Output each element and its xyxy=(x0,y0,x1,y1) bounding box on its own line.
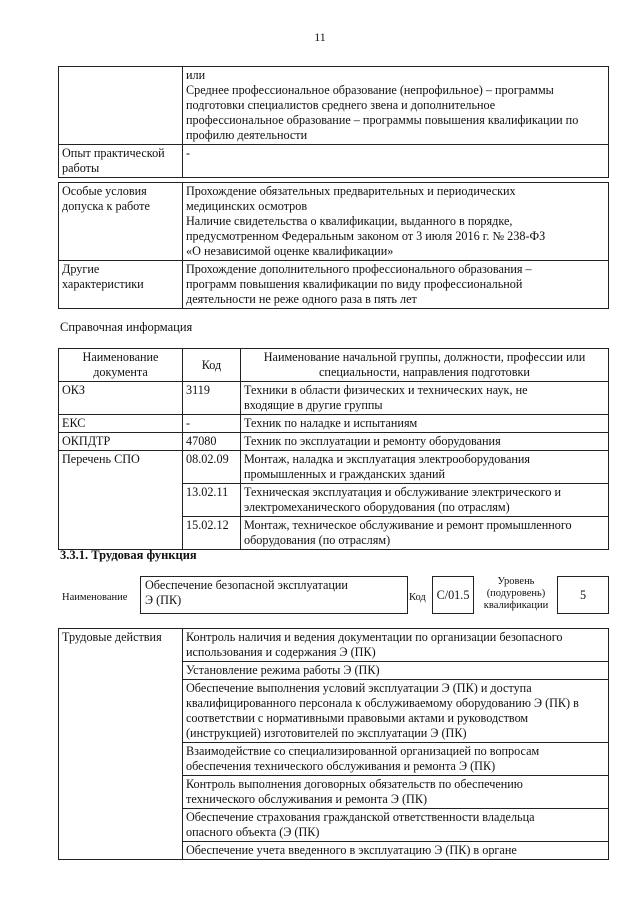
reference-header-row xyxy=(59,349,609,382)
header-doc: документа xyxy=(93,365,148,379)
special-line: медицинских осмотров xyxy=(186,199,308,213)
reference-heading: Справочная информация xyxy=(60,320,193,334)
row-code: 13.02.11 xyxy=(183,484,241,517)
special-conditions-row xyxy=(59,183,609,261)
experience-value: - xyxy=(183,145,609,178)
experience-label: Опыт практической xyxy=(62,146,165,160)
row-code: - xyxy=(183,415,241,433)
row-name: Техники в области физических и технических наук, не xyxy=(244,383,528,397)
row-doc: ОКЗ xyxy=(59,382,183,415)
header-code: Код xyxy=(183,349,241,382)
level-value-box: 5 xyxy=(557,576,609,614)
row-code: 08.02.09 xyxy=(183,451,241,484)
page-number: 11 xyxy=(314,30,326,44)
row-name: входящие в другие группы xyxy=(244,398,383,412)
conditions-table xyxy=(58,182,609,309)
experience-label: работы xyxy=(62,161,100,175)
action-line: квалифицированного персонала к обслуживаемому оборудованию Э (ПК) в xyxy=(186,696,579,710)
special-label: допуска к работе xyxy=(62,199,150,213)
edu-line: подготовки специалистов среднего звена и дополнительное xyxy=(186,98,496,112)
other-label: Другие xyxy=(62,262,100,276)
row-doc: ОКПДТР xyxy=(59,433,183,451)
action-line: Обеспечение учета введенного в эксплуатацию Э (ПК) в органе xyxy=(186,843,517,857)
action-line: Установление режима работы Э (ПК) xyxy=(186,663,380,677)
level-label xyxy=(480,576,552,612)
level-label-line: квалификации xyxy=(483,600,549,611)
action-line: Контроль наличия и ведения документации по организации безопасного xyxy=(186,630,563,644)
table-row xyxy=(59,629,609,662)
special-label: Особые условия xyxy=(62,184,147,198)
other-line: деятельности не реже одного раза в пять лет xyxy=(186,292,417,306)
row-name: Техник по эксплуатации и ремонту оборудования xyxy=(244,434,501,448)
education-row xyxy=(59,67,609,145)
action-line: Контроль выполнения договорных обязательств по обеспечению xyxy=(186,777,523,791)
row-name: Техник по наладке и испытаниям xyxy=(244,416,418,430)
special-line: Наличие свидетельства о квалификации, выданного в порядке, xyxy=(186,214,513,228)
header-name: Наименование начальной группы, должности, профессии или xyxy=(263,350,586,364)
special-line: «О независимой оценке квалификации» xyxy=(186,244,394,258)
function-name-box xyxy=(140,576,408,614)
function-code-label: Код xyxy=(409,592,426,603)
action-line: Взаимодействие со специализированной организацией по вопросам xyxy=(186,744,540,758)
other-line: программ повышения квалификации по виду профессиональной xyxy=(186,277,523,291)
action-line: Обеспечение страхования гражданской ответственности владельца xyxy=(186,810,535,824)
function-name-line: Э (ПК) xyxy=(145,593,182,607)
row-name: промышленных и гражданских зданий xyxy=(244,467,446,481)
table-row xyxy=(59,415,609,433)
row-name: электромеханического оборудования (по отраслям) xyxy=(244,500,510,514)
education-table xyxy=(58,66,609,178)
header-name: специальности, направления подготовки xyxy=(319,365,530,379)
edu-line: профилю деятельности xyxy=(186,128,308,142)
edu-line: или xyxy=(186,68,206,82)
table-row xyxy=(59,451,609,484)
row-code: 15.02.12 xyxy=(183,517,241,550)
table-row xyxy=(59,433,609,451)
action-line: Обеспечение выполнения условий эксплуатации Э (ПК) и доступа xyxy=(186,681,532,695)
action-line: (инструкцией) изготовителей по эксплуатации Э (ПК) xyxy=(186,726,467,740)
function-name-label: Наименование xyxy=(62,592,128,603)
row-doc: Перечень СПО xyxy=(59,451,183,550)
row-name: Монтаж, техническое обслуживание и ремонт промышленного xyxy=(244,518,572,532)
function-heading: 3.3.1. Трудовая функция xyxy=(60,548,197,562)
actions-table xyxy=(58,628,609,860)
edu-line: Среднее профессиональное образование (непрофильное) – программы xyxy=(186,83,554,97)
action-line: соответствии с нормативными правовыми актами и руководством xyxy=(186,711,529,725)
row-name: Техническая эксплуатация и обслуживание электрического и xyxy=(244,485,561,499)
row-name: Монтаж, наладка и эксплуатация электрооборудования xyxy=(244,452,531,466)
row-doc: ЕКС xyxy=(59,415,183,433)
edu-line: профессиональное образование – программы повышения квалификации по xyxy=(186,113,579,127)
actions-label: Трудовые действия xyxy=(59,629,183,860)
experience-row xyxy=(59,145,609,178)
level-label-line: (подуровень) xyxy=(486,588,546,599)
action-line: использования и содержания Э (ПК) xyxy=(186,645,376,659)
row-code: 3119 xyxy=(183,382,241,415)
function-code-box: C/01.5 xyxy=(432,576,474,614)
special-line: предусмотренном Федеральным законом от 3 июля 2016 г. № 238-ФЗ xyxy=(186,229,546,243)
other-label: характеристики xyxy=(62,277,144,291)
reference-table xyxy=(58,348,609,550)
row-name: оборудования (по отраслям) xyxy=(244,533,391,547)
action-line: обеспечения технического обслуживания и ремонта Э (ПК) xyxy=(186,759,496,773)
other-line: Прохождение дополнительного профессионального образования – xyxy=(186,262,532,276)
other-characteristics-row xyxy=(59,261,609,309)
action-line: опасного объекта (Э (ПК) xyxy=(186,825,320,839)
special-line: Прохождение обязательных предварительных и периодических xyxy=(186,184,516,198)
level-label-line: Уровень xyxy=(497,576,535,587)
row-code: 47080 xyxy=(183,433,241,451)
function-name-line: Обеспечение безопасной эксплуатации xyxy=(145,578,348,592)
table-row xyxy=(59,382,609,415)
header-doc: Наименование xyxy=(82,350,159,364)
action-line: технического обслуживания и ремонта Э (ПК) xyxy=(186,792,428,806)
